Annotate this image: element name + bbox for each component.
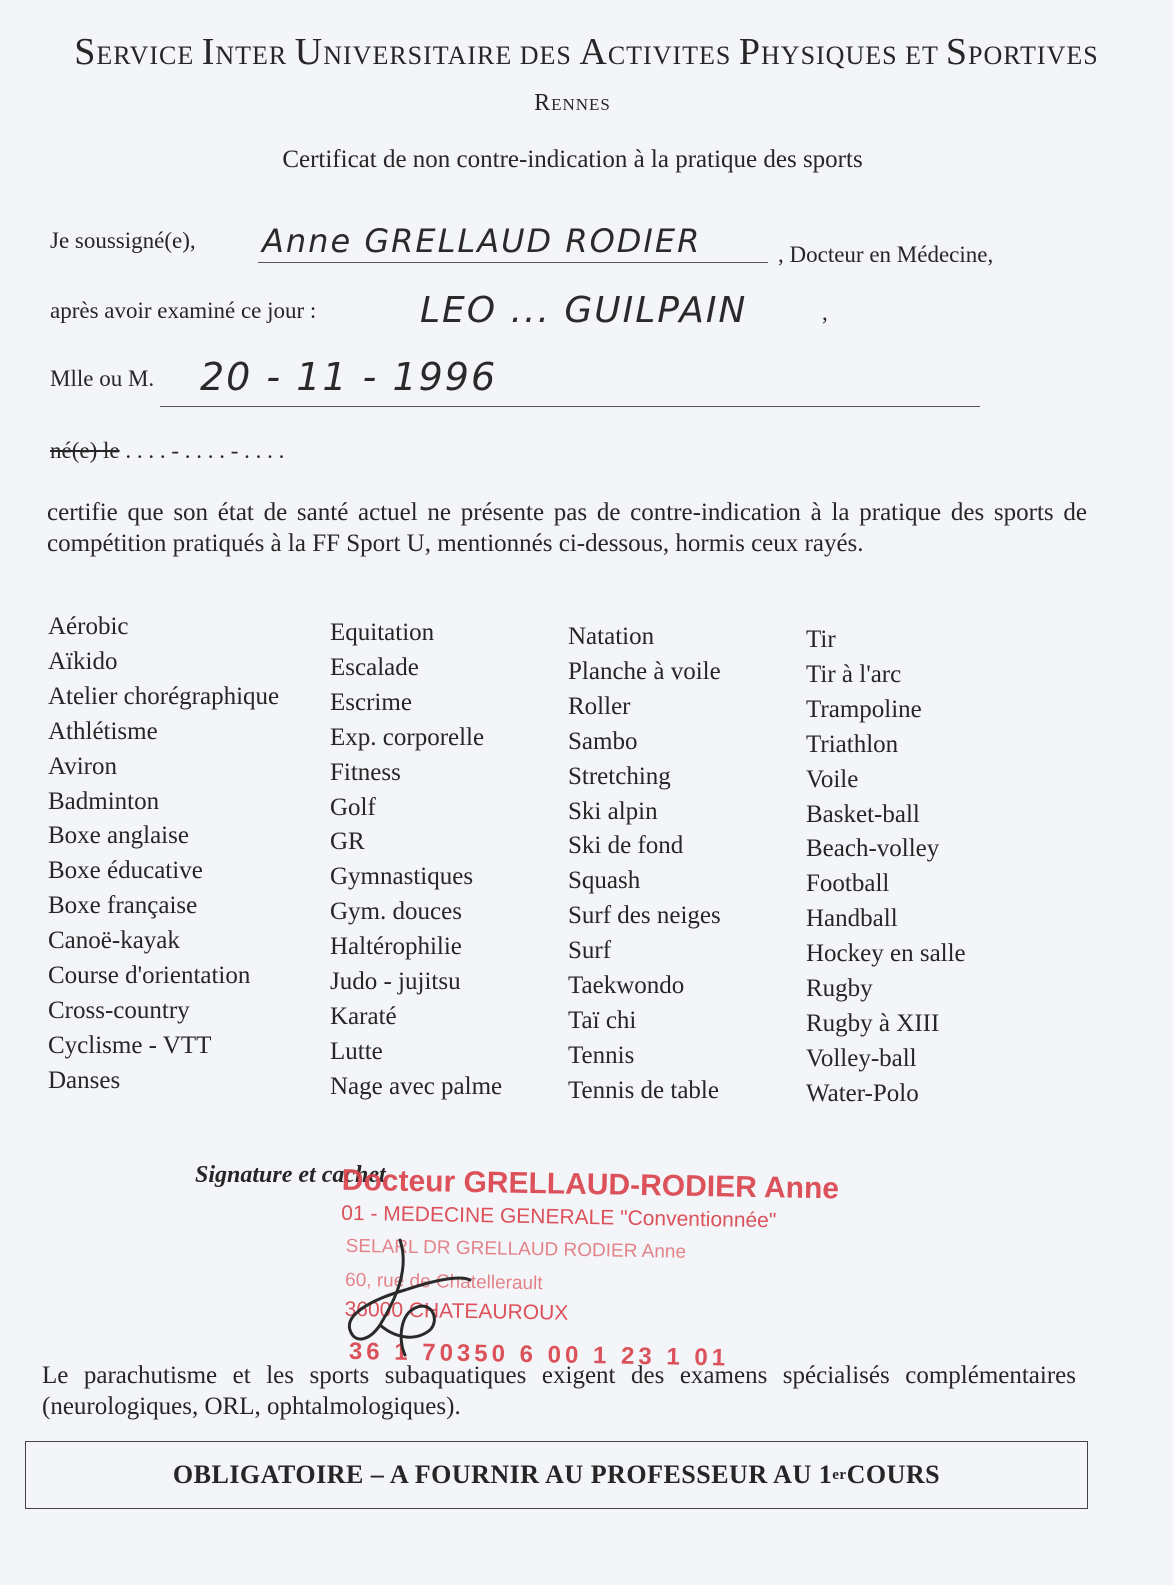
mandatory-notice: OBLIGATOIRE – A FOURNIR AU PROFESSEUR AU 1 er COURS: [25, 1441, 1088, 1509]
sport-item: Canoë-kayak: [48, 927, 180, 955]
header-city: Rennes: [534, 90, 611, 116]
sport-item: Aviron: [48, 752, 117, 780]
sport-item: Stretching: [568, 762, 671, 790]
stamp-number: 36 1 70350 6 00 1 23 1 01: [348, 1337, 730, 1372]
sport-item: Beach-volley: [806, 835, 940, 863]
sport-item: Rugby: [806, 975, 873, 1003]
dob-handwritten: 20 - 11 - 1996: [200, 355, 498, 399]
sport-item: Escalade: [330, 653, 419, 681]
sport-item: Tir: [806, 626, 836, 653]
sport-item: Gymnastiques: [330, 863, 474, 891]
sport-item: Nage avec palme: [330, 1072, 503, 1100]
doctor-name-line: [258, 262, 768, 263]
sport-item: Rugby à XIII: [806, 1009, 940, 1037]
sport-item: Handball: [806, 905, 898, 933]
doctor-suffix: , Docteur en Médecine,: [778, 242, 994, 267]
sport-item: Lutte: [330, 1037, 383, 1065]
title-word: ACTIVITES: [579, 31, 732, 73]
sport-item: Judo - jujitsu: [330, 968, 461, 996]
title-word: PHYSIQUES ET: [738, 31, 939, 73]
sport-item: Surf: [568, 937, 612, 965]
sport-item: Trampoline: [806, 695, 922, 723]
handwritten-signature-icon: [320, 1230, 480, 1360]
sport-item: Hockey en salle: [806, 940, 966, 968]
sport-item: Squash: [568, 867, 641, 895]
sports-column-1: [48, 610, 279, 1099]
sports-column-4: [806, 623, 966, 1112]
undersigned-label: Je soussigné(e),: [50, 228, 196, 253]
sport-item: Aérobic: [48, 613, 129, 640]
title-word: SPORTIVES: [945, 31, 1099, 73]
sport-item: Sambo: [568, 727, 638, 755]
sport-item: Tir à l'arc: [806, 660, 902, 688]
title-word: SERVICE: [74, 31, 195, 73]
certification-text: certifie que son état de santé actuel ne présente pas de contre-indication à la pratique des sports de compétition pratiqués à la FF Sport U, mentionnés ci-dessous, hormis ceux rayés.: [47, 499, 1087, 557]
footer-text: Le parachutisme et les sports subaquatiques exigent des examens spécialisés complémentaires (neurologiques, ORL, ophtalmologiques).: [42, 1362, 1076, 1420]
sport-item: Boxe anglaise: [48, 822, 189, 850]
sport-item: Danses: [48, 1066, 121, 1094]
sport-item: Equitation: [330, 619, 435, 646]
sport-item: Gym. douces: [330, 898, 462, 926]
born-label: né(e) le . . . . - . . . . - . . . .: [50, 438, 285, 463]
doctor-name-handwritten: Anne GRELLAUD RODIER: [262, 222, 702, 260]
sport-item: Roller: [568, 692, 631, 720]
sport-item: Ski alpin: [568, 797, 658, 825]
sport-item: Tennis: [568, 1041, 635, 1069]
title-word: INTER: [201, 31, 288, 73]
sport-item: Cross-country: [48, 996, 190, 1024]
sport-item: Surf des neiges: [568, 902, 721, 930]
sport-item: Ski de fond: [568, 832, 684, 860]
stamp-doctor-name: Docteur GRELLAUD-RODIER Anne: [341, 1163, 840, 1206]
sport-item: Basket-ball: [806, 800, 920, 828]
sports-column-3: [568, 620, 721, 1109]
sport-item: Athlétisme: [48, 717, 158, 745]
title-label: Mlle ou M.: [50, 366, 155, 391]
sport-item: Cyclisme - VTT: [48, 1031, 212, 1059]
sport-item: Haltérophilie: [330, 933, 462, 961]
sport-item: Planche à voile: [568, 657, 721, 685]
title-word: UNIVERSITAIRE DES: [294, 31, 572, 73]
certificate-title: Certificat de non contre-indication à la pratique des sports: [282, 146, 863, 173]
sport-item: Karaté: [330, 1002, 397, 1030]
sport-item: Water-Polo: [806, 1079, 919, 1107]
sport-item: Aïkido: [48, 647, 118, 675]
sport-item: Course d'orientation: [48, 962, 251, 990]
sport-item: Boxe éducative: [48, 857, 203, 885]
sport-item: GR: [330, 828, 365, 856]
sport-item: Volley-ball: [806, 1044, 917, 1072]
stamp-city: 36000 CHATEAUROUX: [344, 1297, 569, 1325]
sport-item: Fitness: [330, 758, 401, 786]
sport-item: Taekwondo: [568, 972, 685, 1000]
sport-item: Tennis de table: [568, 1076, 719, 1104]
sport-item: Golf: [330, 793, 376, 821]
sports-column-2: [330, 616, 502, 1105]
sport-item: Natation: [568, 623, 655, 650]
sport-item: Football: [806, 870, 890, 898]
stamp-company: SELARL DR GRELLAUD RODIER Anne: [345, 1235, 687, 1263]
sport-item: Badminton: [48, 787, 160, 815]
stamp-specialty: 01 - MEDECINE GENERALE "Conventionnée": [341, 1201, 777, 1233]
stamp-street: 60, rue de Chatellerault: [344, 1269, 543, 1295]
sport-item: Voile: [806, 765, 859, 793]
patient-name-handwritten: LEO ... GUILPAIN: [420, 290, 748, 331]
sport-item: Exp. corporelle: [330, 723, 485, 751]
sport-item: Atelier chorégraphique: [48, 682, 280, 710]
sport-item: Taï chi: [568, 1006, 637, 1034]
sport-item: Triathlon: [806, 730, 899, 758]
sport-item: Boxe française: [48, 892, 198, 920]
patient-line: [160, 406, 980, 407]
examined-label: après avoir examiné ce jour :: [50, 298, 317, 323]
signature-label: Signature et cachet: [195, 1162, 386, 1188]
sport-item: Escrime: [330, 688, 412, 716]
patient-name-suffix: ,: [822, 300, 828, 325]
header-title: [0, 30, 1173, 74]
